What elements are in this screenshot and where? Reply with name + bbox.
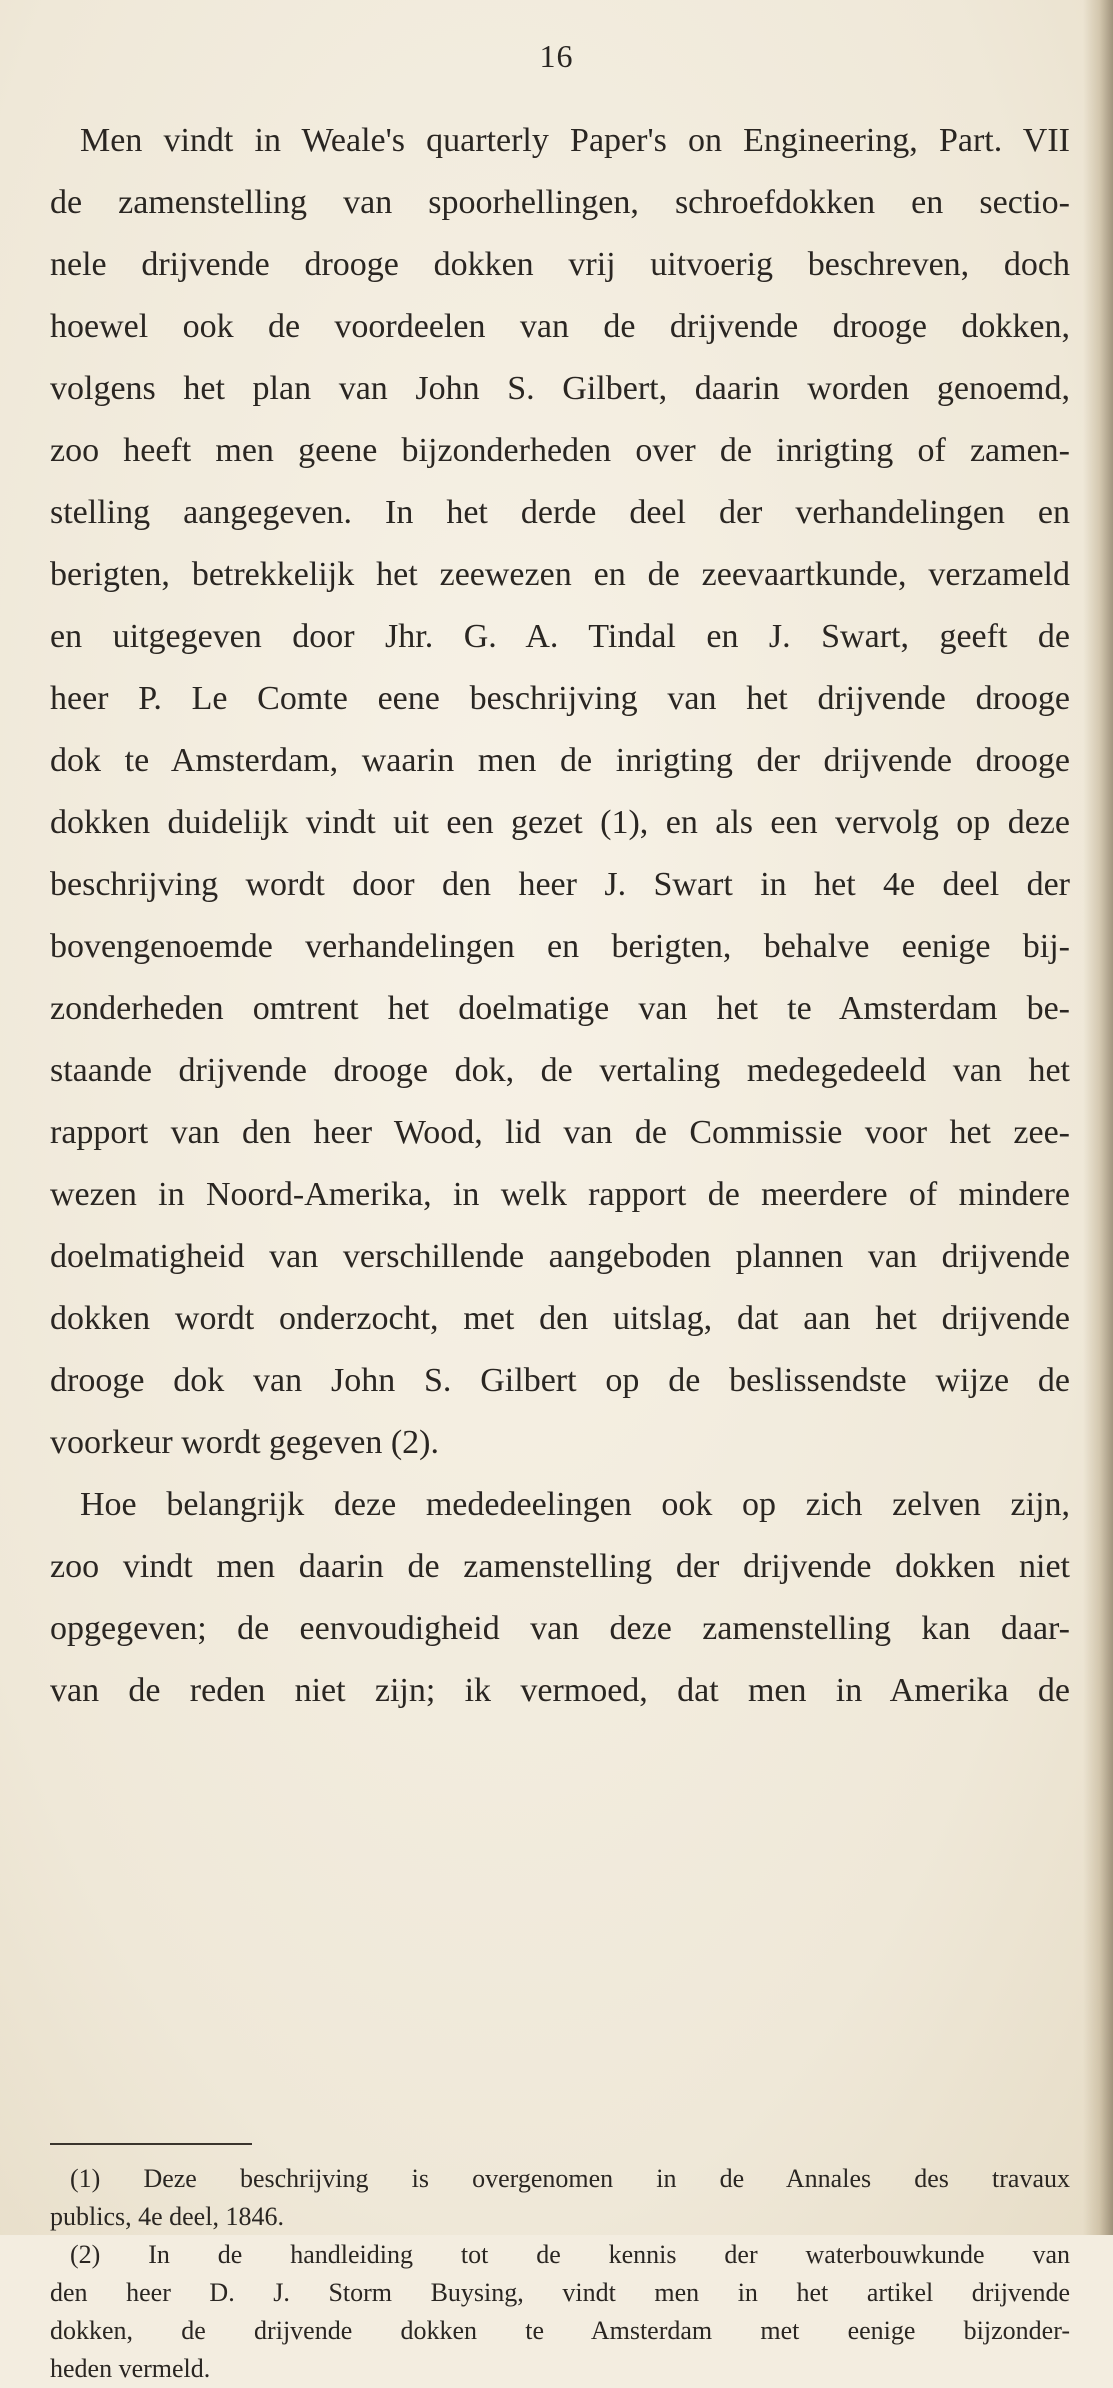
- text-line: Men vindt in Weale's quarterly Paper's on Engineering, Part. VII: [80, 122, 1070, 159]
- footnote-line: (2) In de handleiding tot de kennis der waterbouwkunde van: [70, 2240, 1070, 2269]
- text-line: bovengenoemde verhandelingen en berigten, behalve eenige bij-: [50, 928, 1070, 965]
- footnote-line: dokken, de drijvende dokken te Amsterdam met eenige bijzonder-: [50, 2316, 1070, 2345]
- text-line: voorkeur wordt gegeven (2).: [50, 1424, 439, 1461]
- page-number: 16: [539, 38, 574, 74]
- footnotes: [50, 2160, 1070, 2388]
- text-line: stelling aangegeven. In het derde deel der verhandelingen en: [50, 494, 1070, 531]
- text-line: doelmatigheid van verschillende aangeboden plannen van drijvende: [50, 1238, 1070, 1275]
- footnote-line: den heer D. J. Storm Buysing, vindt men in het artikel drijvende: [50, 2278, 1070, 2307]
- body-text: [50, 110, 1070, 1722]
- text-line: van de reden niet zijn; ik vermoed, dat men in Amerika de: [50, 1672, 1070, 1709]
- page-edge-shadow: [1083, 0, 1113, 2235]
- text-line: zoo heeft men geene bijzonderheden over de inrigting of zamen-: [50, 432, 1070, 469]
- text-line: opgegeven; de eenvoudigheid van deze zamenstelling kan daar-: [50, 1610, 1070, 1647]
- text-line: zoo vindt men daarin de zamenstelling der drijvende dokken niet: [50, 1548, 1070, 1585]
- text-line: beschrijving wordt door den heer J. Swart in het 4e deel der: [50, 866, 1070, 903]
- text-line: berigten, betrekkelijk het zeewezen en de zeevaartkunde, verzameld: [50, 556, 1070, 593]
- text-line: wezen in Noord-Amerika, in welk rapport de meerdere of mindere: [50, 1176, 1070, 1213]
- text-line: dok te Amsterdam, waarin men de inrigting der drijvende drooge: [50, 742, 1070, 779]
- footnote-line: (1) Deze beschrijving is overgenomen in de Annales des travaux: [70, 2164, 1070, 2193]
- text-line: en uitgegeven door Jhr. G. A. Tindal en J. Swart, geeft de: [50, 618, 1070, 655]
- footnote-line: heden vermeld.: [50, 2354, 211, 2383]
- text-line: de zamenstelling van spoorhellingen, schroefdokken en sectio-: [50, 184, 1070, 221]
- text-line: heer P. Le Comte eene beschrijving van het drijvende drooge: [50, 680, 1070, 717]
- text-line: zonderheden omtrent het doelmatige van het te Amsterdam be-: [50, 990, 1070, 1027]
- text-line: rapport van den heer Wood, lid van de Commissie voor het zee-: [50, 1114, 1070, 1151]
- text-line: staande drijvende drooge dok, de vertaling medegedeeld van het: [50, 1052, 1070, 1089]
- text-line: Hoe belangrijk deze mededeelingen ook op zich zelven zijn,: [80, 1486, 1070, 1523]
- footnote-divider: [50, 2143, 252, 2145]
- footnote-line: publics, 4e deel, 1846.: [50, 2202, 284, 2231]
- text-line: dokken duidelijk vindt uit een gezet (1), en als een vervolg op deze: [50, 804, 1070, 841]
- text-line: dokken wordt onderzocht, met den uitslag, dat aan het drijvende: [50, 1300, 1070, 1337]
- text-line: hoewel ook de voordeelen van de drijvende drooge dokken,: [50, 308, 1070, 345]
- text-line: nele drijvende drooge dokken vrij uitvoerig beschreven, doch: [50, 246, 1070, 283]
- text-line: volgens het plan van John S. Gilbert, daarin worden genoemd,: [50, 370, 1070, 407]
- text-line: drooge dok van John S. Gilbert op de beslissendste wijze de: [50, 1362, 1070, 1399]
